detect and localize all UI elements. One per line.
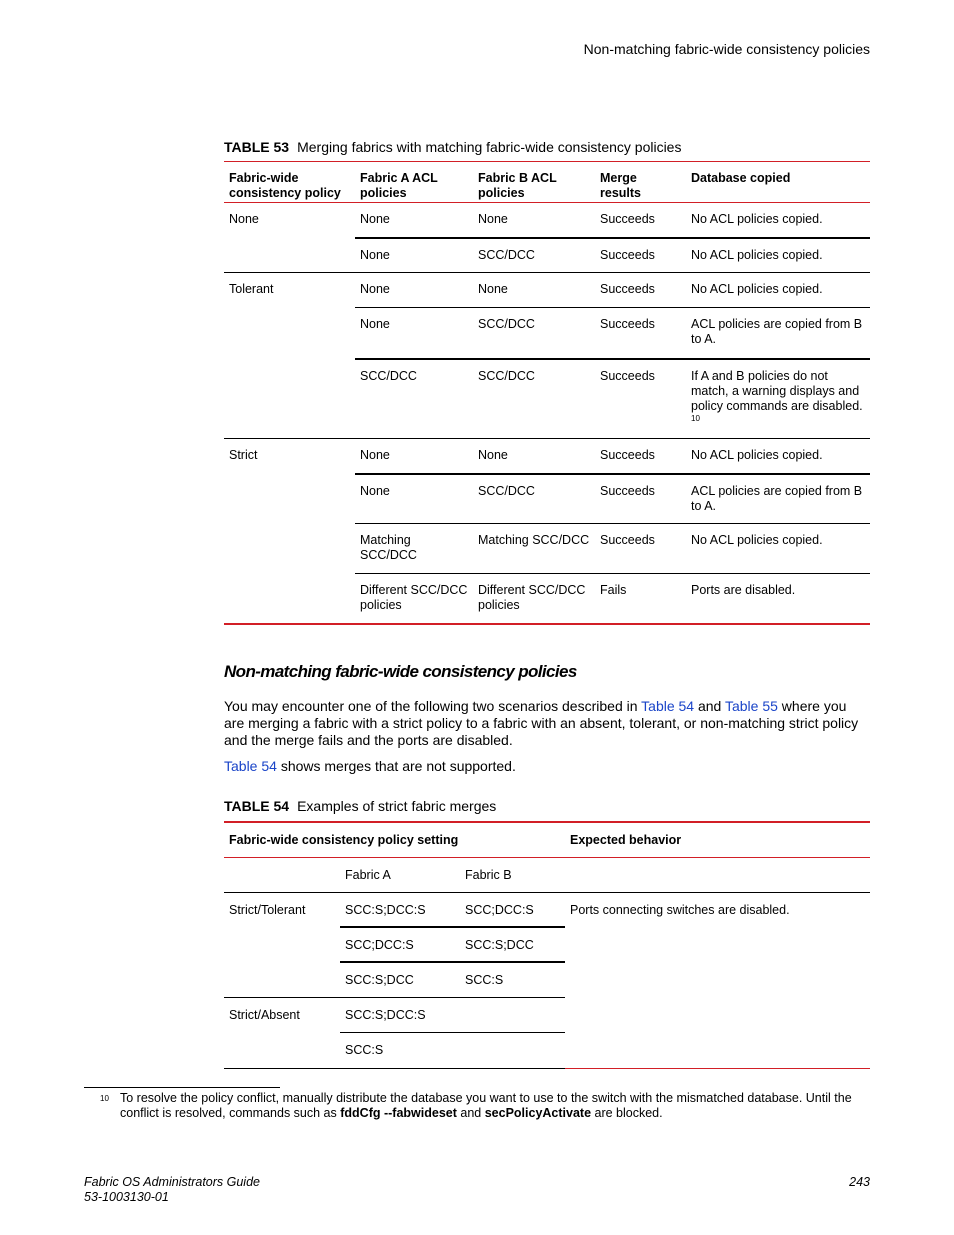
table54-header-behavior: Expected behavior bbox=[565, 822, 870, 857]
table-cell: None bbox=[355, 203, 473, 238]
table-cell: Tolerant bbox=[224, 273, 355, 439]
footnote-number: 10 bbox=[100, 1094, 109, 1103]
table-row bbox=[224, 203, 870, 238]
table53 bbox=[224, 161, 870, 625]
footnote-ref: 10 bbox=[691, 413, 700, 423]
table-cell: ACL policies are copied from B to A. bbox=[686, 308, 870, 359]
table-cell: Succeeds bbox=[595, 238, 686, 273]
table-cell: None bbox=[473, 439, 595, 474]
table-cell: SCC:S bbox=[340, 1032, 460, 1068]
table-row bbox=[224, 273, 870, 308]
command-fddcfg: fddCfg --fabwideset bbox=[340, 1106, 457, 1120]
footnote-text-part: are blocked. bbox=[591, 1106, 663, 1120]
table-cell-text: If A and B policies do not match, a warning displays and policy commands are disabled. bbox=[691, 368, 863, 413]
page-number: 243 bbox=[849, 1175, 870, 1189]
table-cell: Matching SCC/DCC bbox=[473, 524, 595, 574]
table-cell: Different SCC/DCC policies bbox=[360, 583, 468, 612]
intro-text: and bbox=[694, 698, 725, 714]
footer-left bbox=[84, 1175, 260, 1205]
table-cell: No ACL policies copied. bbox=[686, 203, 870, 238]
table-cell: SCC:S;DCC bbox=[460, 927, 565, 962]
table-cell: Strict/Absent bbox=[224, 997, 340, 1068]
table53-title: Merging fabrics with matching fabric-wide consistency policies bbox=[297, 139, 682, 155]
table-cell: Ports are disabled. bbox=[691, 583, 796, 597]
table-cell bbox=[224, 857, 340, 892]
table-row bbox=[224, 439, 870, 474]
table-cell bbox=[460, 997, 565, 1032]
table53-header-fabric-a: Fabric A ACL policies bbox=[355, 162, 473, 203]
table-row bbox=[224, 892, 870, 927]
table54-title: Examples of strict fabric merges bbox=[297, 798, 497, 814]
table53-header-row bbox=[224, 162, 870, 203]
table-cell bbox=[686, 359, 870, 439]
table-cell: Succeeds bbox=[595, 359, 686, 439]
table54-link[interactable]: Table 54 bbox=[641, 698, 695, 714]
table53-header-merge: Merge results bbox=[595, 162, 686, 203]
table-cell: SCC;DCC:S bbox=[460, 892, 565, 927]
table-cell: No ACL policies copied. bbox=[686, 524, 870, 574]
table-cell: SCC:S bbox=[460, 962, 565, 997]
table-cell: None bbox=[355, 308, 473, 359]
table-cell: None bbox=[355, 474, 473, 524]
table-cell: None bbox=[355, 273, 473, 308]
table-cell: Succeeds bbox=[595, 474, 686, 524]
table53-header-fabric-b: Fabric B ACL policies bbox=[473, 162, 595, 203]
table-cell: Different SCC/DCC policies bbox=[478, 583, 586, 612]
table54-subheader-row bbox=[224, 857, 870, 892]
table-cell: SCC/DCC bbox=[473, 238, 595, 273]
table-cell: Matching SCC/DCC bbox=[355, 524, 473, 574]
table-cell: None bbox=[355, 439, 473, 474]
table54-label: TABLE 54 bbox=[224, 798, 290, 814]
table-cell: None bbox=[355, 238, 473, 273]
table53-header-policy: Fabric-wide consistency policy bbox=[224, 162, 355, 203]
command-secpolicyactivate: secPolicyActivate bbox=[484, 1106, 592, 1120]
table-cell: SCC:S;DCC:S bbox=[340, 892, 460, 927]
table-cell: Succeeds bbox=[595, 308, 686, 359]
footnote-text bbox=[120, 1091, 860, 1121]
footnote-divider bbox=[84, 1087, 280, 1088]
table-cell: SCC/DCC bbox=[473, 474, 595, 524]
table-cell: None bbox=[224, 203, 355, 273]
table54-subheader-fabric-a: Fabric A bbox=[340, 857, 460, 892]
footnote-text-part: To resolve the policy conflict, manually distribute the database you want to use to the switch with the mismatched database. Until the conflict is resolved, commands such as bbox=[120, 1091, 852, 1120]
table-cell: Strict/Tolerant bbox=[224, 892, 340, 997]
section-title: Non-matching fabric-wide consistency policies bbox=[224, 662, 577, 681]
table-cell: None bbox=[473, 203, 595, 238]
table-cell: SCC/DCC bbox=[473, 308, 595, 359]
table54 bbox=[224, 821, 870, 1069]
table-cell bbox=[460, 1032, 565, 1068]
intro-text: where you are merging a fabric with a strict policy to a fabric with an absent, tolerant, or non-matching strict policy and the merge fails and the ports are disabled. bbox=[224, 698, 859, 748]
table54-behavior-cell: Ports connecting switches are disabled. bbox=[565, 892, 870, 1068]
table-cell: SCC:S;DCC:S bbox=[340, 997, 460, 1032]
table53-header-database: Database copied bbox=[686, 162, 870, 203]
footer-guide-title: Fabric OS Administrators Guide bbox=[84, 1175, 260, 1189]
footer-doc-number: 53-1003130-01 bbox=[84, 1190, 169, 1204]
table54-reference-paragraph bbox=[224, 758, 870, 775]
table-cell: No ACL policies copied. bbox=[686, 273, 870, 308]
table-cell bbox=[565, 857, 870, 892]
table-cell: Succeeds bbox=[595, 524, 686, 574]
table54-header-row bbox=[224, 822, 870, 857]
footnote-text-part: and bbox=[456, 1106, 485, 1120]
footnote bbox=[100, 1091, 860, 1121]
table-cell: SCC;DCC:S bbox=[340, 927, 460, 962]
intro-text: You may encounter one of the following two scenarios described in bbox=[224, 698, 642, 714]
table54-caption bbox=[224, 798, 496, 814]
table54-link[interactable]: Table 54 bbox=[224, 758, 277, 774]
table53-label: TABLE 53 bbox=[224, 139, 290, 155]
table-cell: SCC:S;DCC bbox=[340, 962, 460, 997]
table-cell: ACL policies are copied from B to A. bbox=[686, 474, 870, 524]
table53-caption bbox=[224, 139, 681, 155]
table-cell: Strict bbox=[229, 448, 258, 462]
table-cell: Fails bbox=[600, 583, 627, 597]
table-cell: SCC/DCC bbox=[355, 359, 473, 439]
intro-text: shows merges that are not supported. bbox=[276, 758, 516, 774]
table54-subheader-fabric-b: Fabric B bbox=[460, 857, 565, 892]
running-head: Non-matching fabric-wide consistency policies bbox=[583, 41, 870, 57]
table-cell: Succeeds bbox=[595, 439, 686, 474]
table54-header-setting: Fabric-wide consistency policy setting bbox=[224, 822, 565, 857]
table55-link[interactable]: Table 55 bbox=[724, 698, 778, 714]
table-cell: None bbox=[473, 273, 595, 308]
table-cell: SCC/DCC bbox=[473, 359, 595, 439]
intro-paragraph bbox=[224, 698, 870, 749]
table-cell: No ACL policies copied. bbox=[686, 238, 870, 273]
table-cell: No ACL policies copied. bbox=[686, 439, 870, 474]
table-cell: Succeeds bbox=[595, 273, 686, 308]
table-cell: Succeeds bbox=[595, 203, 686, 238]
